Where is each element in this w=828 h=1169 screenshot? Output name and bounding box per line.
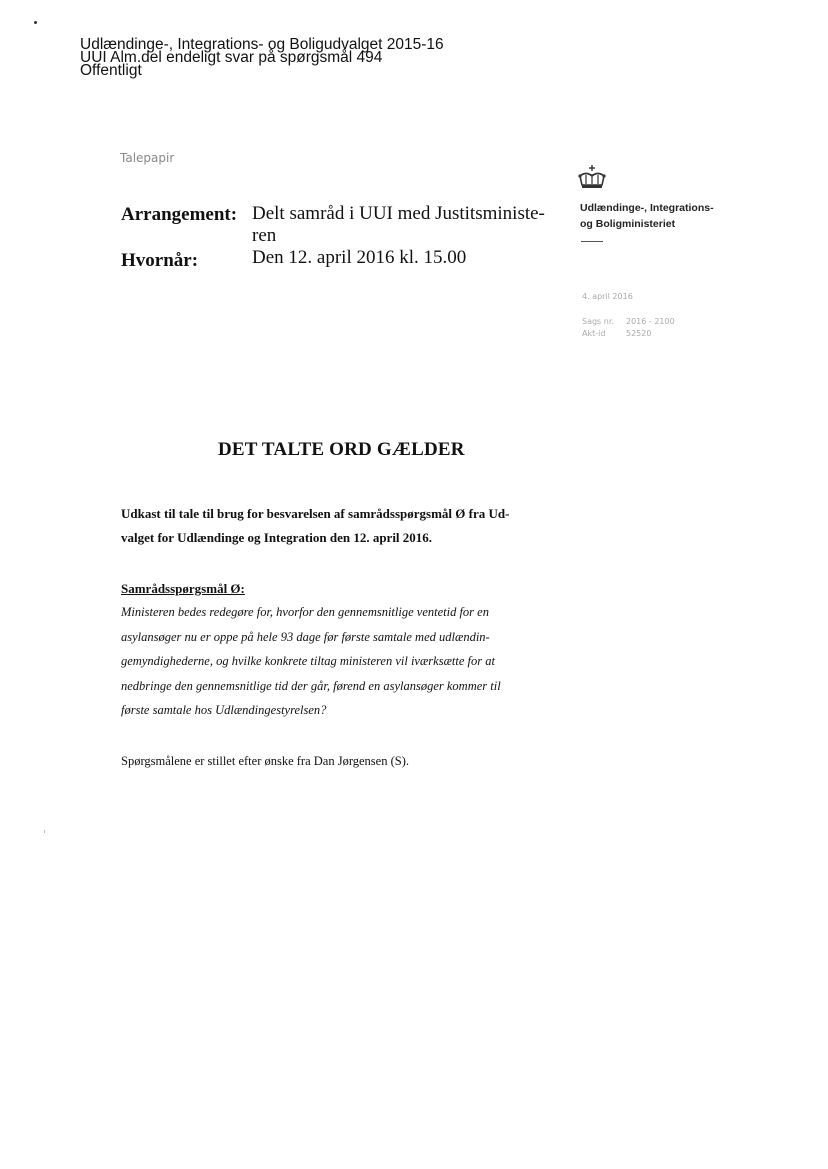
question-line: Ministeren bedes redegøre for, hvorfor den gennemsnitlige ventetid for en [121,605,489,619]
question-line: gemyndighederne, og hvilke konkrete tiltag ministeren vil iværksætte for at [121,654,495,668]
arrangement-value-line2: ren [252,225,277,246]
sags-value: 2016 - 2100 [626,317,675,326]
intro-text [121,502,509,550]
question-body [121,600,501,723]
document-type: Talepapir [120,151,175,165]
page-title: DET TALTE ORD GÆLDER [218,439,465,460]
arrangement-value-line1: Delt samråd i UUI med Justitsministe- [252,203,545,224]
question-note: Spørgsmålene er stillet efter ønske fra Dan Jørgensen (S). [121,754,410,768]
ministry-name-line1: Udlændinge-, Integrations- [580,202,714,214]
question-heading: Samrådsspørgsmål Ø: [121,581,245,596]
intro-line2: valget for Udlændinge og Integration den 12. april 2016. [121,530,433,545]
ministry-divider [581,241,603,242]
arrangement-value [252,203,545,247]
ministry-name [580,200,714,232]
question-line: første samtale hos Udlændingestyrelsen? [121,703,327,717]
scan-speck [34,21,37,24]
arrangement-label: Arrangement: [121,204,238,225]
document-date: 4. april 2016 [582,292,633,301]
scan-mark [44,830,45,833]
question-line: nedbringe den gennemsnitlige tid der går, førend en asylansøger kommer til [121,678,501,693]
intro-line1: Udkast til tale til brug for besvarelsen af samrådsspørgsmål Ø fra Ud- [121,506,510,521]
document-header [80,38,444,77]
header-committee: Udlændinge-, Integrations- og Boligudvalget 2015-16 [80,36,444,53]
header-status: Offentligt [80,62,142,79]
hvornaar-value: Den 12. april 2016 kl. 15.00 [252,247,467,268]
hvornaar-label: Hvornår: [121,250,199,271]
akt-label: Akt-id [582,329,606,338]
sags-label: Sags nr. [582,317,614,326]
crown-icon [576,164,608,192]
question-line: asylansøger nu er oppe på hele 93 dage før første samtale med udlændin- [121,629,490,644]
header-reference: UUI Alm.del endeligt svar på spørgsmål 494 [80,49,383,66]
akt-value: 52520 [626,329,652,338]
ministry-name-line2: og Boligministeriet [580,218,676,230]
